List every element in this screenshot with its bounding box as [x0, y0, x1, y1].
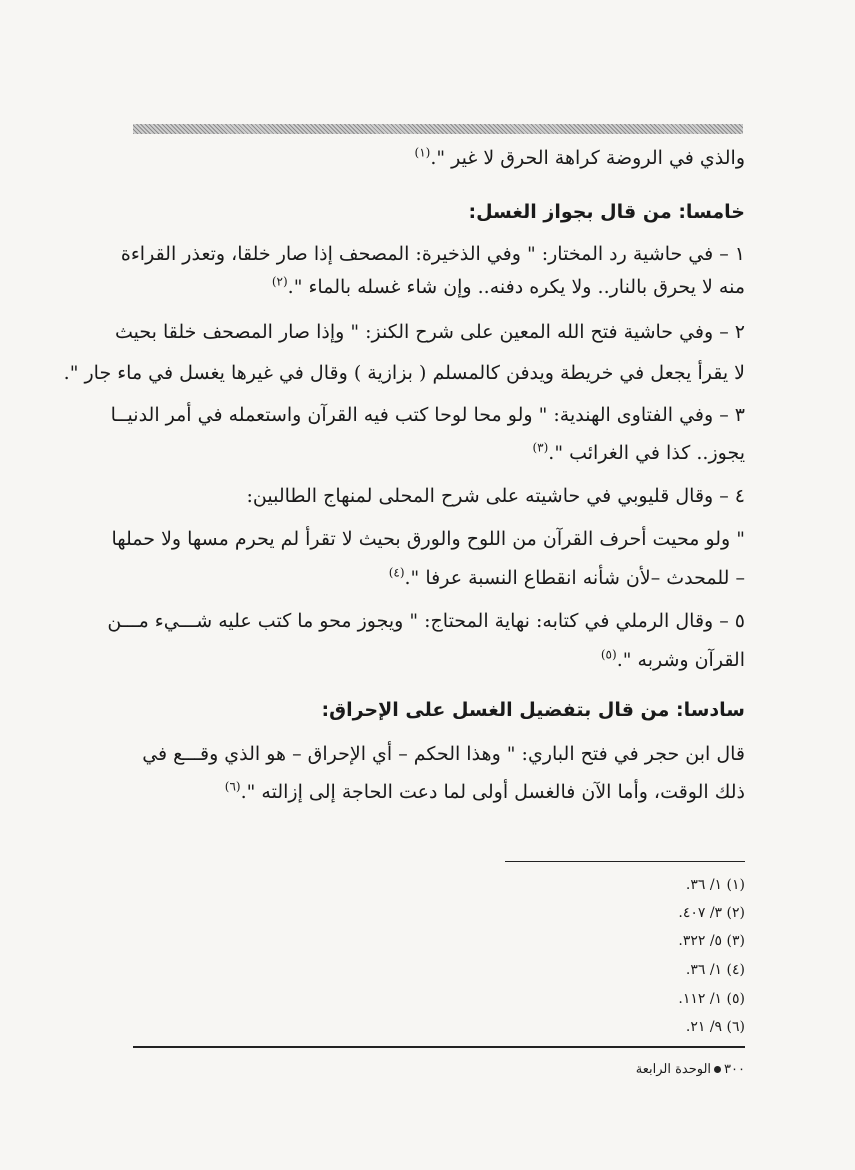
text-line: – للمحدث –لأن شأنه انقطاع النسبة عرفا ".$^{(٤)}$	[388, 565, 745, 589]
footnote-item: (٦) ٩/ ٢١.	[685, 1019, 745, 1035]
page-number: ٣٠٠	[724, 1062, 745, 1077]
footnote-marker[interactable]: (٣)	[532, 440, 549, 455]
text-line: والذي في الروضة كراهة الحرق لا غير ".$^{(١)}$	[414, 145, 745, 169]
text-line: " ولو محيت أحرف القرآن من اللوح والورق بحيث لا تقرأ لم يحرم مسها ولا حملها	[111, 528, 745, 550]
bullet-icon	[714, 1066, 721, 1073]
footer-rule	[133, 1046, 745, 1048]
text-line: ٣ – وفي الفتاوى الهندية: " ولو محا لوحا كتب فيه القرآن واستعمله في أمر الدنيــا	[110, 404, 745, 426]
footnote-marker[interactable]: (٥)	[600, 647, 617, 662]
text-line: ذلك الوقت، وأما الآن فالغسل أولى لما دعت الحاجة إلى إزالته ".$^{(٦)}$	[224, 779, 745, 803]
section-heading-sixth: سادسا: من قال بتفضيل الغسل على الإحراق:	[321, 699, 745, 721]
footnote-item: (٤) ١/ ٣٦.	[685, 962, 745, 978]
text-line: منه لا يحرق بالنار.. ولا يكره دفنه.. وإن شاء غسله بالماء ".$^{(٢)}$	[271, 274, 745, 298]
text-line: لا يقرأ يجعل في خريطة ويدفن كالمسلم ( بزازية ) وقال في غيرها يغسل في ماء جار ".	[63, 362, 745, 384]
footnote-item: (٥) ١/ ١١٢.	[678, 991, 745, 1007]
text-line: ١ – في حاشية رد المختار: " وفي الذخيرة: المصحف إذا صار خلقا، وتعذر القراءة	[120, 243, 745, 265]
text-line: القرآن وشربه ".$^{(٥)}$	[600, 647, 745, 671]
footnote-marker[interactable]: (٦)	[224, 779, 241, 794]
text-line: ٤ – وقال قليوبي في حاشيته على شرح المحلى لمنهاج الطالبين:	[246, 485, 745, 507]
unit-label: الوحدة الرابعة	[635, 1062, 712, 1077]
text-line: يجوز.. كذا في الغرائب ".$^{(٣)}$	[532, 440, 745, 464]
text-line: قال ابن حجر في فتح الباري: " وهذا الحكم – أي الإحراق – هو الذي وقـــع في	[142, 743, 745, 765]
footnote-marker[interactable]: (٢)	[271, 274, 288, 289]
text-line: ٥ – وقال الرملي في كتابه: نهاية المحتاج: " ويجوز محو ما كتب عليه شـــيء مـــن	[107, 610, 745, 632]
text-line: ٢ – وفي حاشية فتح الله المعين على شرح الكنز: " وإذا صار المصحف خلقا بحيث	[114, 321, 745, 343]
footnote-item: (١) ١/ ٣٦.	[685, 877, 745, 893]
section-heading-fifth: خامسا: من قال بجواز الغسل:	[468, 201, 745, 223]
page-footer	[636, 1062, 745, 1078]
footnote-marker[interactable]: (١)	[414, 145, 431, 160]
footnote-item: (٣) ٥/ ٣٢٢.	[678, 933, 745, 949]
header-hatched-rule	[133, 124, 743, 134]
footnote-marker[interactable]: (٤)	[388, 565, 405, 580]
footnote-item: (٢) ٣/ ٤٠٧.	[678, 905, 745, 921]
footnote-separator	[505, 861, 745, 862]
